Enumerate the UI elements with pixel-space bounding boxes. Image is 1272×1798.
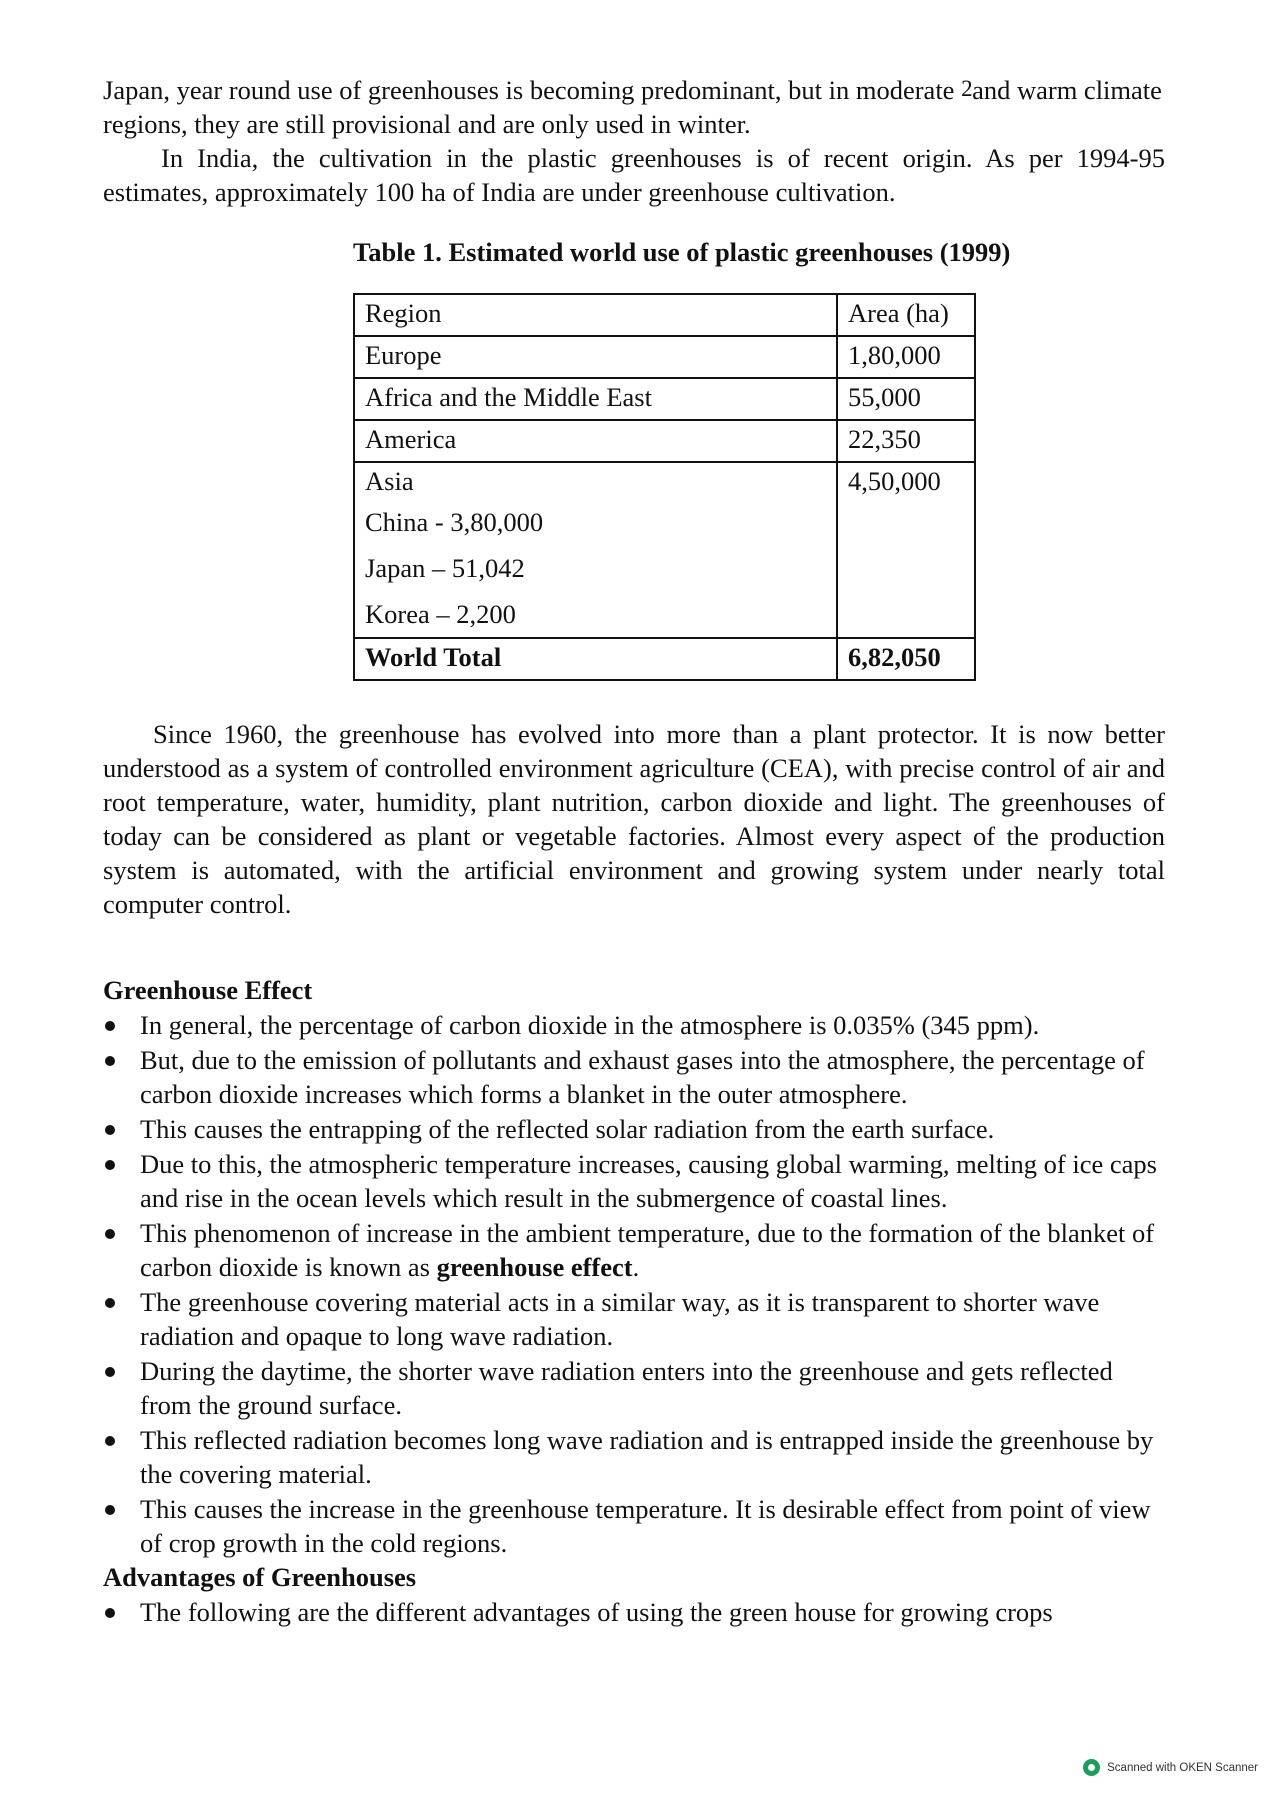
definition-end: . (632, 1252, 640, 1282)
region-cell: Europe (354, 336, 837, 378)
page-number: 2 (961, 76, 973, 101)
asia-country-china: China - 3,80,000 (365, 507, 544, 537)
region-asia-label: Asia (365, 466, 414, 496)
total-label: World Total (354, 638, 837, 680)
asia-country-japan: Japan – 51,042 (365, 553, 525, 583)
list-item: During the daytime, the shorter wave radiation enters into the greenhouse and gets reflected from the ground surface. (103, 1354, 1165, 1422)
list-item: In general, the percentage of carbon dioxide in the atmosphere is 0.035% (345 ppm). (103, 1008, 1165, 1042)
table-row (354, 420, 975, 462)
table-row (354, 336, 975, 378)
intro-text-start: Japan, year round use of greenhouses is becoming predominant, but in moderate (103, 75, 962, 105)
scanner-text: Scanned with OKEN Scanner (1107, 1761, 1258, 1774)
header-area: Area (ha) (837, 294, 975, 336)
intro-text-end: and warm climate regions, they are still provisional and are only used in winter. (103, 75, 1162, 139)
advantages-list (103, 1595, 1165, 1629)
region-cell-asia (354, 462, 837, 638)
total-area: 6,82,050 (837, 638, 975, 680)
india-paragraph: In India, the cultivation in the plastic greenhouses is of recent origin. As per 1994-95 estimates, approximately 100 ha of India are under greenhouse cultivation. (103, 143, 1165, 207)
document-page (103, 72, 1165, 1629)
table-total-row (354, 638, 975, 680)
list-item: This causes the entrapping of the reflected solar radiation from the earth surface. (103, 1112, 1165, 1146)
region-cell: Africa and the Middle East (354, 378, 837, 420)
area-cell: 55,000 (837, 378, 975, 420)
list-item: The greenhouse covering material acts in a similar way, as it is transparent to shorter wave radiation and opaque to long wave radiation. (103, 1285, 1165, 1353)
region-cell: America (354, 420, 837, 462)
list-item: This causes the increase in the greenhouse temperature. It is desirable effect from point of view of crop growth in the cold regions. (103, 1492, 1165, 1560)
table-title: Table 1. Estimated world use of plastic greenhouses (1999) (353, 237, 1011, 267)
list-item: This reflected radiation becomes long wave radiation and is entrapped inside the greenhouse by the covering material. (103, 1423, 1165, 1491)
area-cell: 1,80,000 (837, 336, 975, 378)
table-row-asia (354, 462, 975, 638)
definition-text: This phenomenon of increase in the ambient temperature, due to the formation of the blanket of carbon dioxide is known as (140, 1218, 1155, 1282)
greenhouse-effect-list (103, 1008, 1165, 1560)
greenhouse-effect-heading: Greenhouse Effect (103, 975, 313, 1005)
scanner-watermark (1083, 1759, 1258, 1776)
definition-term: greenhouse effect (436, 1252, 633, 1282)
table-header-row (354, 294, 975, 336)
area-cell: 22,350 (837, 420, 975, 462)
area-cell-asia: 4,50,000 (837, 462, 975, 638)
list-item: But, due to the emission of pollutants and exhaust gases into the atmosphere, the percentage of carbon dioxide increases which forms a blanket in the outer atmosphere. (103, 1043, 1165, 1111)
advantages-heading: Advantages of Greenhouses (103, 1562, 417, 1592)
list-item: The following are the different advantages of using the green house for growing crops (103, 1595, 1165, 1629)
list-item: Due to this, the atmospheric temperature increases, causing global warming, melting of ice caps and rise in the ocean levels which result in the submergence of coastal lines. (103, 1147, 1165, 1215)
header-region: Region (354, 294, 837, 336)
asia-country-korea: Korea – 2,200 (365, 599, 516, 629)
greenhouse-area-table (353, 293, 976, 681)
cea-paragraph: Since 1960, the greenhouse has evolved into more than a plant protector. It is now better understood as a system of controlled environment agriculture (CEA), with precise control of air and root temperature, water, humidity, plant nutrition, carbon dioxide and light. The greenhouses of today can be considered as plant or vegetable factories. Almost every aspect of the production system is automated, with the artificial environment and growing system under nearly total computer control. (103, 719, 1165, 919)
oken-scanner-logo-icon (1083, 1759, 1100, 1776)
list-item-greenhouse-effect-definition (103, 1216, 1165, 1284)
table-row (354, 378, 975, 420)
intro-paragraph (103, 72, 1165, 141)
